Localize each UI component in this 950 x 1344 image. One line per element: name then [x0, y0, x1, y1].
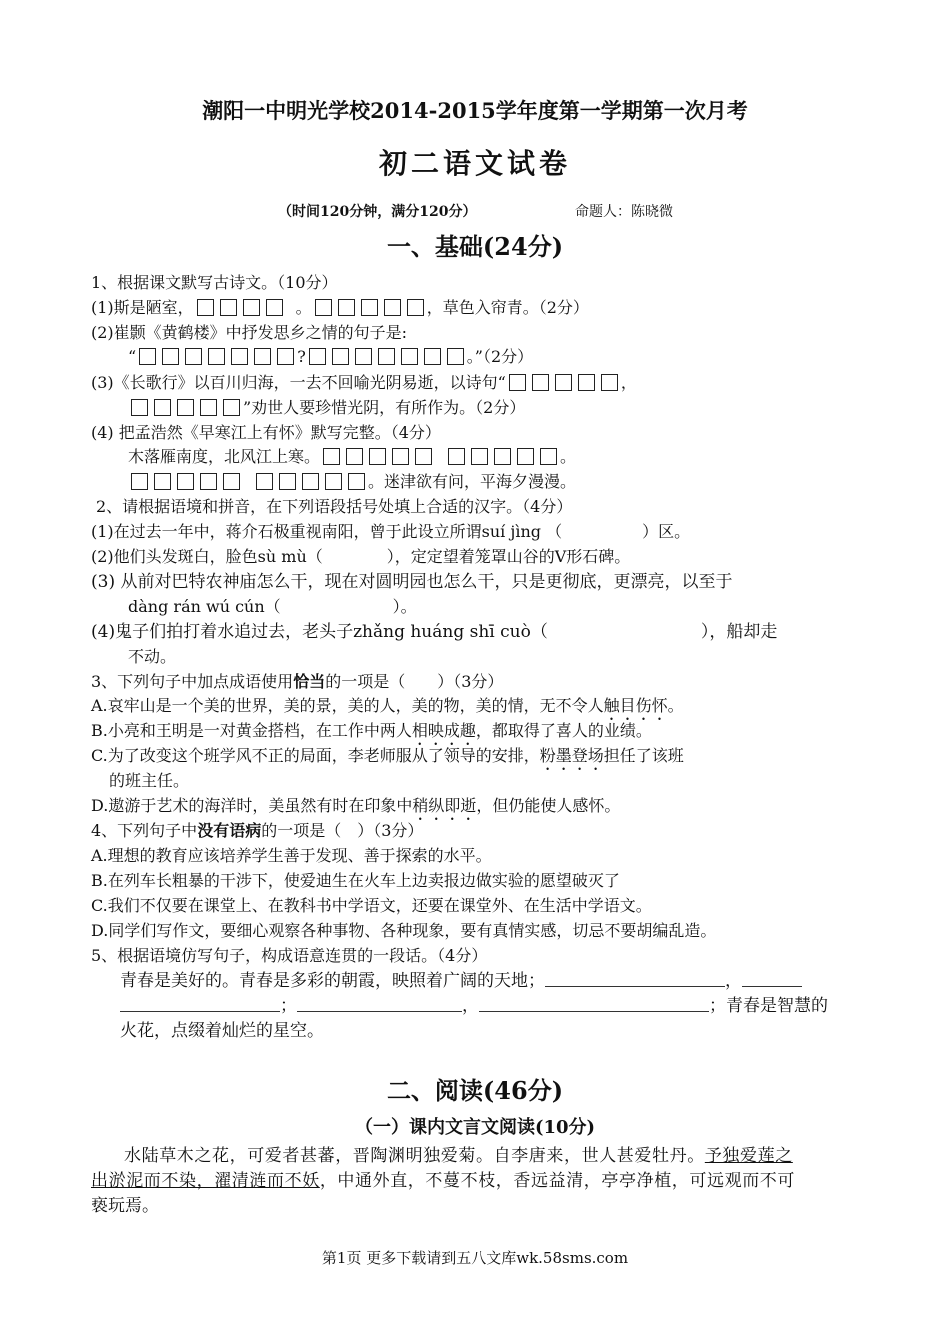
q2-line4b: 不动。: [128, 647, 177, 666]
q4-title-b: 的一项是（ ）（3分）: [261, 821, 424, 840]
passage-line3: 亵玩焉。: [91, 1196, 159, 1216]
q3-a-pre: A.哀牢山是一个美的世界，美的景，美的人，美的物，美的情，无不令人: [91, 696, 604, 715]
q3-c-post: 担任了该班: [603, 746, 684, 765]
q1-part4-line1: [128, 446, 576, 468]
q2-line3: (3) 从前对巴特农神庙怎么干，现在对圆明园也怎么干，只是更彻底，更漂亮，以至于: [91, 572, 733, 592]
q4-option-b: B.在列车长粗暴的干涉下，使爱迪生在火车上边卖报边做实验的愿望破灭了: [91, 871, 620, 890]
q3-b-pre: B.小亮和王明是一对黄金搭档，在工作中两人: [91, 721, 412, 740]
q1-p1-end: ，草色入帘青。（2分）: [426, 298, 589, 317]
q5-l1: 青春是美好的。青春是多彩的朝霞，映照着广阔的天地；: [120, 971, 545, 991]
answer-box[interactable]: [540, 448, 557, 465]
q4-title: [91, 820, 423, 842]
q3-a-idiom: 触目伤怀: [603, 696, 668, 715]
q3-d-post: ，但仍能使人感怀。: [476, 796, 621, 815]
answer-box[interactable]: [384, 299, 401, 316]
answer-box[interactable]: [243, 299, 260, 316]
semicolon: ；: [280, 996, 297, 1016]
q1-part4-line2: [128, 471, 576, 493]
q3-title-b: 的一项是（ ）（3分）: [325, 672, 504, 691]
page-footer: 第1页 更多下载请到五八文库wk.58sms.com: [321, 1249, 629, 1267]
exam-title: 初二语文试卷: [378, 147, 571, 180]
answer-box[interactable]: [348, 473, 365, 490]
answer-box[interactable]: [332, 348, 349, 365]
q1-p1-start: (1)斯是陋室，: [91, 298, 194, 317]
q1-part4-title: (4) 把孟浩然《早寒江上有怀》默写完整。（4分）: [91, 423, 441, 442]
q4-title-a: 4、下列句子中: [91, 821, 198, 840]
answer-box[interactable]: [369, 448, 386, 465]
fill-blank[interactable]: [120, 997, 280, 1012]
answer-box[interactable]: [131, 399, 148, 416]
q1-p2-end: 。”（2分）: [466, 347, 534, 366]
q5-line1: [120, 970, 802, 992]
q3-b-idiom: 相映成趣: [411, 721, 476, 740]
answer-box[interactable]: [266, 299, 283, 316]
q1-part3: [91, 372, 637, 394]
poem-line-end: 。迷津欲有问，平海夕漫漫。: [368, 472, 577, 491]
answer-box[interactable]: [154, 399, 171, 416]
q4-option-a: A.理想的教育应该培养学生善于发现、善于探索的水平。: [91, 846, 492, 865]
q3-d-pre: D.遨游于艺术的海洋时，美虽然有时在印象中: [91, 796, 413, 815]
passage-text: ，中通外直，不蔓不枝，香远益清，亭亭净植，可远观而不可: [319, 1171, 796, 1191]
answer-box[interactable]: [415, 448, 432, 465]
answer-box[interactable]: [378, 348, 395, 365]
q2-line1: (1)在过去一年中，蒋介石极重视南阳，曾于此设立所谓suí jìng （ ）区。: [91, 522, 691, 541]
answer-box[interactable]: [355, 348, 372, 365]
answer-box[interactable]: [448, 448, 465, 465]
answer-box[interactable]: [162, 348, 179, 365]
q3-d-idiom: 稍纵即逝: [412, 796, 477, 815]
answer-box[interactable]: [346, 448, 363, 465]
q1-part2-answer: [128, 346, 533, 368]
answer-box[interactable]: [361, 299, 378, 316]
answer-box[interactable]: [578, 374, 595, 391]
fill-blank[interactable]: [545, 972, 725, 987]
q2-title: 2、请根据语境和拼音，在下列语段括号处填上合适的汉字。（4分）: [96, 497, 573, 516]
answer-box[interactable]: [197, 299, 214, 316]
answer-box[interactable]: [223, 399, 240, 416]
q1-part2-title: (2)崔颢《黄鹤楼》中抒发思乡之情的句子是:: [91, 323, 408, 342]
passage-line1: [124, 1145, 793, 1167]
answer-box[interactable]: [471, 448, 488, 465]
answer-box[interactable]: [392, 448, 409, 465]
answer-box[interactable]: [424, 348, 441, 365]
answer-box[interactable]: [185, 348, 202, 365]
q4-option-c: C.我们不仅要在课堂上、在教科书中学语文，还要在课堂外、在生活中学语文。: [91, 896, 652, 915]
author: 命题人：陈晓微: [575, 204, 673, 220]
answer-box[interactable]: [223, 473, 240, 490]
time-info: （时间120分钟，满分120分）: [278, 204, 477, 220]
fill-blank[interactable]: [297, 997, 462, 1012]
q4-title-bold: 没有语病: [197, 821, 262, 840]
answer-box[interactable]: [407, 299, 424, 316]
section2-subheading: （一）课内文言文阅读(10分): [354, 1117, 596, 1138]
answer-box[interactable]: [325, 473, 342, 490]
q3-title-a: 3、下列句子中加点成语使用: [91, 672, 294, 691]
answer-box[interactable]: [231, 348, 248, 365]
answer-box[interactable]: [338, 299, 355, 316]
q2-line4: (4)鬼子们拍打着水追过去，老头子zhǎng huáng shī cuò（ ），船却走: [91, 622, 778, 642]
q3-title: [91, 671, 503, 693]
q3-b-post: ，都取得了喜人的业绩。: [475, 721, 652, 740]
q1-title: 1、根据课文默写古诗文。（10分）: [91, 273, 338, 292]
poem-line: 木落雁南度，北风江上寒。: [128, 447, 321, 466]
q4-option-d: D.同学们写作文，要细心观察各种事物、各种现象，要有真情实感，切忌不要胡编乱造。: [91, 921, 717, 940]
answer-box[interactable]: [277, 348, 294, 365]
q3-title-bold: 恰当: [293, 672, 326, 691]
school-title: 潮阳一中明光学校2014-2015学年度第一学期第一次月考: [202, 98, 748, 123]
answer-box[interactable]: [254, 348, 271, 365]
q2-line2: (2)他们头发斑白，脸色sù mù（ ），定定望着笼罩山谷的V形石碑。: [91, 547, 631, 566]
answer-box[interactable]: [200, 399, 217, 416]
q5-line3: 火花，点缀着灿烂的星空。: [120, 1021, 324, 1041]
section1-heading: 一、基础(24分): [386, 232, 564, 261]
fill-blank[interactable]: [479, 997, 709, 1012]
answer-box[interactable]: [532, 374, 549, 391]
answer-box[interactable]: [139, 348, 156, 365]
answer-box[interactable]: [401, 348, 418, 365]
q3-option-c-cont: 的班主任。: [109, 771, 190, 790]
q1-part1: [91, 297, 589, 319]
answer-box[interactable]: [177, 399, 194, 416]
q3-c-idiom: 粉墨登场: [539, 746, 604, 765]
period: 。: [560, 447, 577, 466]
answer-box[interactable]: [131, 473, 148, 490]
q1-part3-cont: [128, 397, 525, 419]
section2-heading: 二、阅读(46分): [386, 1076, 564, 1105]
answer-box[interactable]: [555, 374, 572, 391]
answer-box[interactable]: [154, 473, 171, 490]
answer-box[interactable]: [208, 348, 225, 365]
q3-a-post: 。: [667, 696, 684, 715]
comma: ，: [462, 996, 479, 1016]
answer-box[interactable]: [323, 448, 340, 465]
fill-blank[interactable]: [742, 972, 802, 987]
open-quote: “: [128, 347, 137, 366]
answer-box[interactable]: [494, 448, 511, 465]
question-mark: ?: [297, 347, 306, 366]
q3-c-pre: C.为了改变这个班学风不正的局面，李老师服从了领导的安排，: [91, 746, 540, 765]
q1-p3-end: ”劝世人要珍惜光阴，有所作为。（2分）: [243, 398, 526, 417]
answer-box[interactable]: [517, 448, 534, 465]
answer-box[interactable]: [279, 473, 296, 490]
answer-box[interactable]: [315, 299, 332, 316]
answer-box[interactable]: [509, 374, 526, 391]
passage-underlined: 出淤泥而不染，濯清涟而不妖: [91, 1171, 320, 1191]
comma: ，: [725, 971, 742, 991]
passage-line2: [91, 1170, 795, 1192]
q1-p1-mid: 。: [295, 298, 312, 317]
comma: ，: [620, 373, 637, 392]
q5-title: 5、根据语境仿写句子，构成语意连贯的一段话。（4分）: [91, 946, 488, 965]
answer-box[interactable]: [256, 473, 273, 490]
q1-p3-start: (3)《长歌行》以百川归海，一去不回喻光阴易逝，以诗句“: [91, 373, 506, 392]
answer-box[interactable]: [601, 374, 618, 391]
answer-box[interactable]: [309, 348, 326, 365]
answer-box[interactable]: [177, 473, 194, 490]
answer-box[interactable]: [200, 473, 217, 490]
passage-text: 水陆草木之花，可爱者甚蕃，晋陶渊明独爱菊。自李唐来，世人甚爱牡丹。: [124, 1146, 705, 1166]
answer-box[interactable]: [302, 473, 319, 490]
q5-line2: [120, 995, 828, 1017]
answer-box[interactable]: [447, 348, 464, 365]
answer-box[interactable]: [220, 299, 237, 316]
passage-underlined: 予独爱莲之: [704, 1146, 793, 1166]
q2-line3b: dàng rán wú cún（ ）。: [128, 597, 417, 616]
q5-l2-end: ；青春是智慧的: [709, 996, 828, 1016]
